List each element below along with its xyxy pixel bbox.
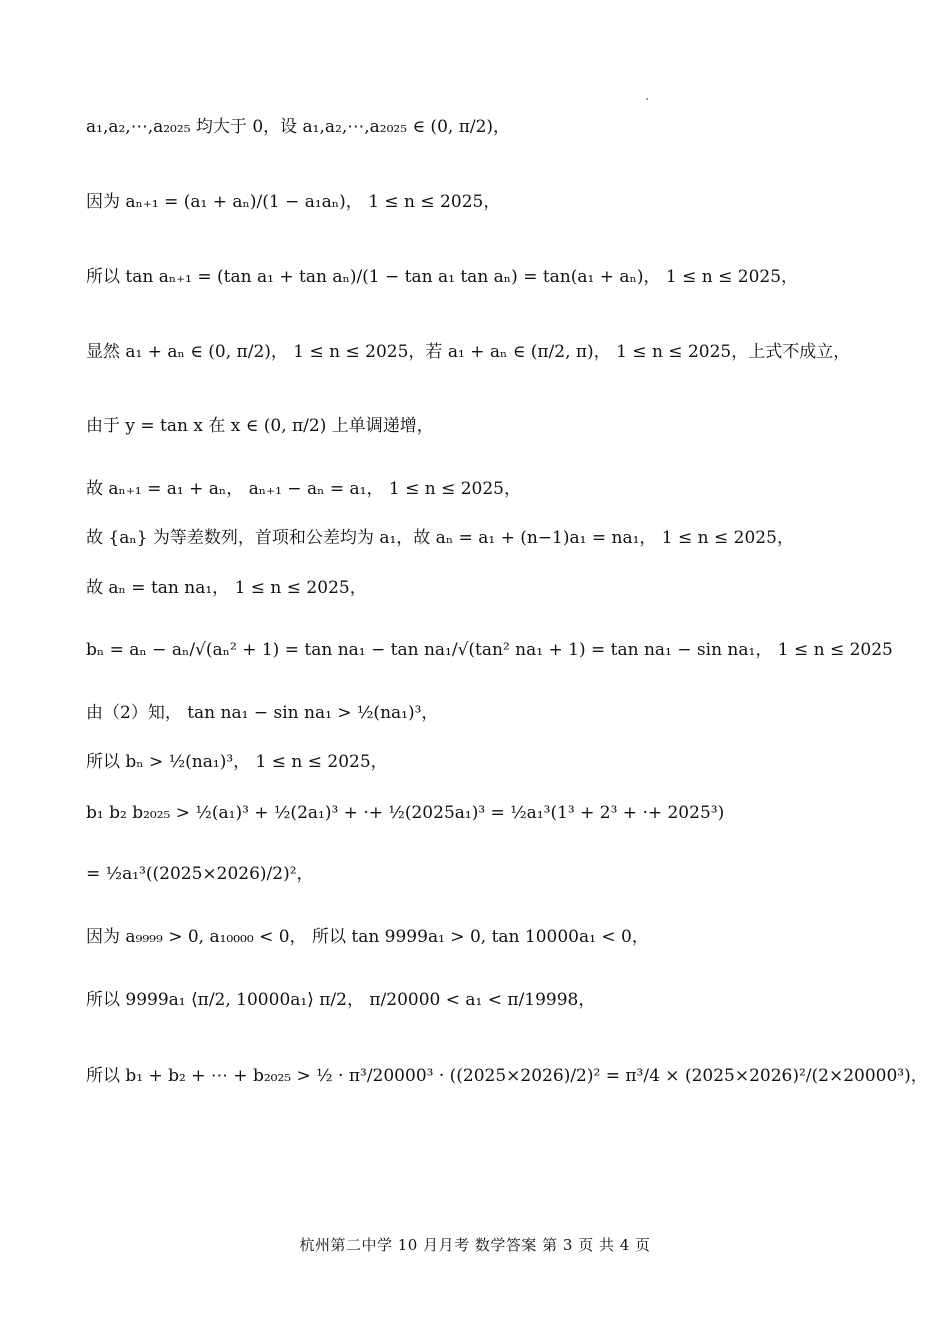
text-line-4: 显然 a₁ + aₙ ∈ (0, π/2)， 1 ≤ n ≤ 2025，若 a₁ + aₙ ∈ (π/2, π)， 1 ≤ n ≤ 2025，上式不成立， <box>86 342 851 362</box>
text-line-2: 因为 aₙ₊₁ = (a₁ + aₙ)/(1 − a₁aₙ)， 1 ≤ n ≤ 2025， <box>86 192 501 212</box>
text-line-9: bₙ = aₙ − aₙ/√(aₙ² + 1) = tan na₁ − tan na₁/√(tan² na₁ + 1) = tan na₁ − sin na₁， 1 ≤ n ≤ 2025 <box>86 640 893 660</box>
text-line-11: 所以 bₙ > ½(na₁)³， 1 ≤ n ≤ 2025， <box>86 752 388 772</box>
text-line-12: b₁ b₂ b₂₀₂₅ > ½(a₁)³ + ½(2a₁)³ + ·+ ½(2025a₁)³ = ½a₁³(1³ + 2³ + ·+ 2025³) <box>86 803 725 823</box>
text-line-16: 所以 b₁ + b₂ + ⋯ + b₂₀₂₅ > ½ · π³/20000³ · ((2025×2026)/2)² = π³/4 × (2025×2026)²/(2×20000³)， <box>86 1066 928 1086</box>
scan-speck <box>646 98 648 100</box>
text-line-5: 由于 y = tan x 在 x ∈ (0, π/2) 上单调递增， <box>86 416 434 436</box>
text-line-3: 所以 tan aₙ₊₁ = (tan a₁ + tan aₙ)/(1 − tan a₁ tan aₙ) = tan(a₁ + aₙ)， 1 ≤ n ≤ 2025， <box>86 267 799 287</box>
text-line-8: 故 aₙ = tan na₁， 1 ≤ n ≤ 2025， <box>86 578 367 598</box>
text-line-7: 故 {aₙ} 为等差数列，首项和公差均为 a₁，故 aₙ = a₁ + (n−1)a₁ = na₁， 1 ≤ n ≤ 2025， <box>86 528 794 548</box>
text-line-6: 故 aₙ₊₁ = a₁ + aₙ， aₙ₊₁ − aₙ = a₁， 1 ≤ n ≤ 2025， <box>86 479 521 499</box>
text-line-15: 所以 9999a₁ ⟨π/2, 10000a₁⟩ π/2， π/20000 < a₁ < π/19998， <box>86 990 596 1010</box>
text-line-13: = ½a₁³((2025×2026)/2)²， <box>86 864 314 884</box>
page-footer: 杭州第二中学 10 月月考 数学答案 第 3 页 共 4 页 <box>299 1236 651 1254</box>
text-line-14: 因为 a₉₉₉₉ > 0, a₁₀₀₀₀ < 0， 所以 tan 9999a₁ > 0, tan 10000a₁ < 0， <box>86 927 649 947</box>
text-line-1: a₁,a₂,⋯,a₂₀₂₅ 均大于 0，设 a₁,a₂,⋯,a₂₀₂₅ ∈ (0, π/2)， <box>86 117 511 137</box>
text-line-10: 由（2）知， tan na₁ − sin na₁ > ½(na₁)³， <box>86 703 439 723</box>
